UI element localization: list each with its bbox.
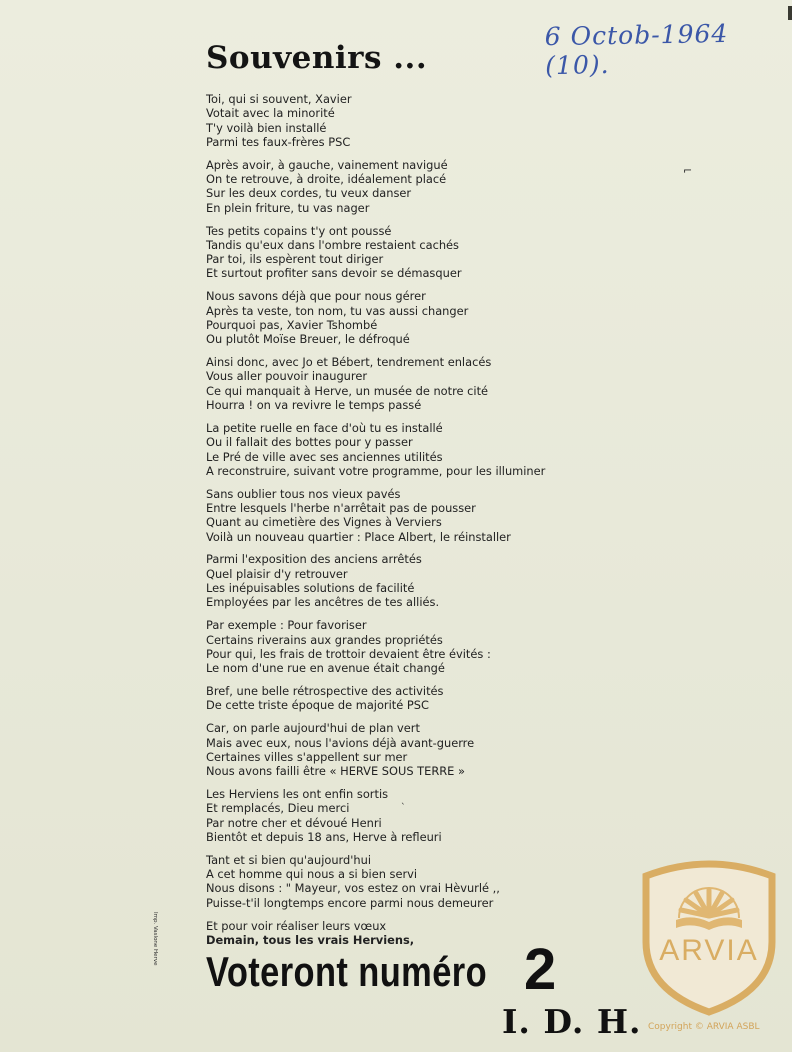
poem-line: Vous aller pouvoir inaugurer (206, 369, 368, 384)
poem-line: Car, on parle aujourd'hui de plan vert (206, 721, 420, 736)
poem-line: Employées par les ancêtres de tes alliés. (206, 595, 440, 610)
printer-credit: Imp. Vaslone Herve (152, 912, 158, 966)
vote-line: Voteront numéro (206, 948, 488, 995)
poem-line: Par notre cher et dévoué Henri (206, 815, 382, 830)
handwritten-date-note: 6 Octob-1964 (10). (544, 18, 729, 81)
poem-line: Ou plutôt Moïse Breuer, le défroqué (206, 332, 410, 347)
stanza (206, 158, 586, 215)
logo-text: ARVIA (659, 934, 759, 967)
poem-body (206, 92, 586, 956)
stanza (206, 684, 586, 713)
poem-line: Sans oublier tous nos vieux pavés (206, 486, 401, 501)
poem-line: Parmi l'exposition des anciens arrêtés (206, 552, 422, 567)
stanza (206, 92, 586, 149)
poem-line: Parmi tes faux-frères PSC (206, 134, 351, 149)
poem-line: Nous savons déjà que pour nous gérer (206, 289, 426, 304)
poem-line: Votait avec la minorité (206, 106, 335, 121)
poem-line: Par toi, ils espèrent tout diriger (206, 252, 384, 267)
poem-line: On te retrouve, à droite, idéalement placé (206, 172, 447, 187)
poem-line: Nous avons failli être « HERVE SOUS TERRE » (206, 764, 465, 779)
poem-line: T'y voilà bien installé (206, 120, 327, 135)
poem-line: A reconstruire, suivant votre programme, pour les illuminer (206, 463, 546, 478)
poem-line: Bientôt et depuis 18 ans, Herve à refleuri (206, 829, 442, 844)
stanza (206, 853, 586, 910)
stanza (206, 487, 586, 544)
poem-line: Certaines villes s'appellent sur mer (206, 749, 408, 764)
stanza (206, 355, 586, 412)
poem-line: Et remplacés, Dieu merci (206, 801, 350, 816)
stray-ink-mark: ⌐ (683, 164, 693, 177)
copyright-notice: Copyright © ARVIA ASBL (648, 1022, 760, 1032)
poem-line: Pourquoi pas, Xavier Tshombé (206, 317, 378, 332)
poem-line: Tes petits copains t'y ont poussé (206, 223, 392, 238)
poem-line: Pour qui, les frais de trottoir devaient être évités : (206, 646, 491, 661)
list-number: 2 (524, 937, 557, 1002)
poem-line: La petite ruelle en face d'où tu es installé (206, 420, 443, 435)
poem-line: Tandis qu'eux dans l'ombre restaient cachés (206, 237, 459, 252)
poem-line: Ainsi donc, avec Jo et Bébert, tendrement enlacés (206, 355, 492, 370)
stanza (206, 618, 586, 675)
poem-line: Ou il fallait des bottes pour y passer (206, 435, 413, 450)
poem-line: Certains riverains aux grandes propriétés (206, 632, 443, 647)
poem-line: Quant au cimetière des Vignes à Verviers (206, 515, 442, 530)
poem-line: En plein friture, tu vas nager (206, 200, 370, 215)
poem-line: Et surtout profiter sans devoir se démasquer (206, 266, 462, 281)
poem-line: De cette triste époque de majorité PSC (206, 698, 429, 713)
poem-line: Entre lesquels l'herbe n'arrêtait pas de pousser (206, 500, 476, 515)
poem-line: Quel plaisir d'y retrouver (206, 566, 348, 581)
stanza (206, 721, 586, 778)
poem-line: Et pour voir réaliser leurs vœux (206, 918, 387, 933)
poem-line: Après ta veste, ton nom, tu vas aussi changer (206, 303, 469, 318)
stanza (206, 787, 586, 844)
poem-line: Hourra ! on va revivre le temps passé (206, 398, 422, 413)
poem-line: Puisse-t'il longtemps encore parmi nous demeurer (206, 895, 494, 910)
stanza (206, 421, 586, 478)
stray-ink-mark: ˋ (401, 803, 406, 813)
poem-line: Bref, une belle rétrospective des activités (206, 684, 444, 699)
poem-title: Souvenirs ... (206, 40, 428, 76)
stanza (206, 289, 586, 346)
poem-line: Tant et si bien qu'aujourd'hui (206, 852, 371, 867)
poem-line: Voilà un nouveau quartier : Place Albert, le réinstaller (206, 529, 511, 544)
poem-line: Nous disons : " Mayeur, vos estez on vrai Hèvurlé ,, (206, 881, 500, 896)
poem-line: Par exemple : Pour favoriser (206, 618, 367, 633)
poem-line: Demain, tous les vrais Herviens, (206, 932, 415, 947)
poem-line: Après avoir, à gauche, vainement navigué (206, 157, 448, 172)
poem-line: Ce qui manquait à Herve, un musée de notre cité (206, 383, 489, 398)
poem-line: Le Pré de ville avec ses anciennes utilités (206, 449, 443, 464)
poem-line: Toi, qui si souvent, Xavier (206, 92, 352, 106)
poem-line: Mais avec eux, nous l'avions déjà avant-guerre (206, 735, 475, 750)
signature: I. D. H. (502, 1002, 642, 1041)
poem-line: Les Herviens les ont enfin sortis (206, 787, 389, 801)
stanza (206, 224, 586, 281)
arvia-logo (640, 860, 778, 1016)
stanza (206, 552, 586, 609)
poem-line: A cet homme qui nous a si bien servi (206, 867, 418, 882)
poem-line: Sur les deux cordes, tu veux danser (206, 186, 412, 201)
poem-line: Le nom d'une rue en avenue était changé (206, 661, 445, 676)
poem-line: Les inépuisables solutions de facilité (206, 581, 415, 596)
